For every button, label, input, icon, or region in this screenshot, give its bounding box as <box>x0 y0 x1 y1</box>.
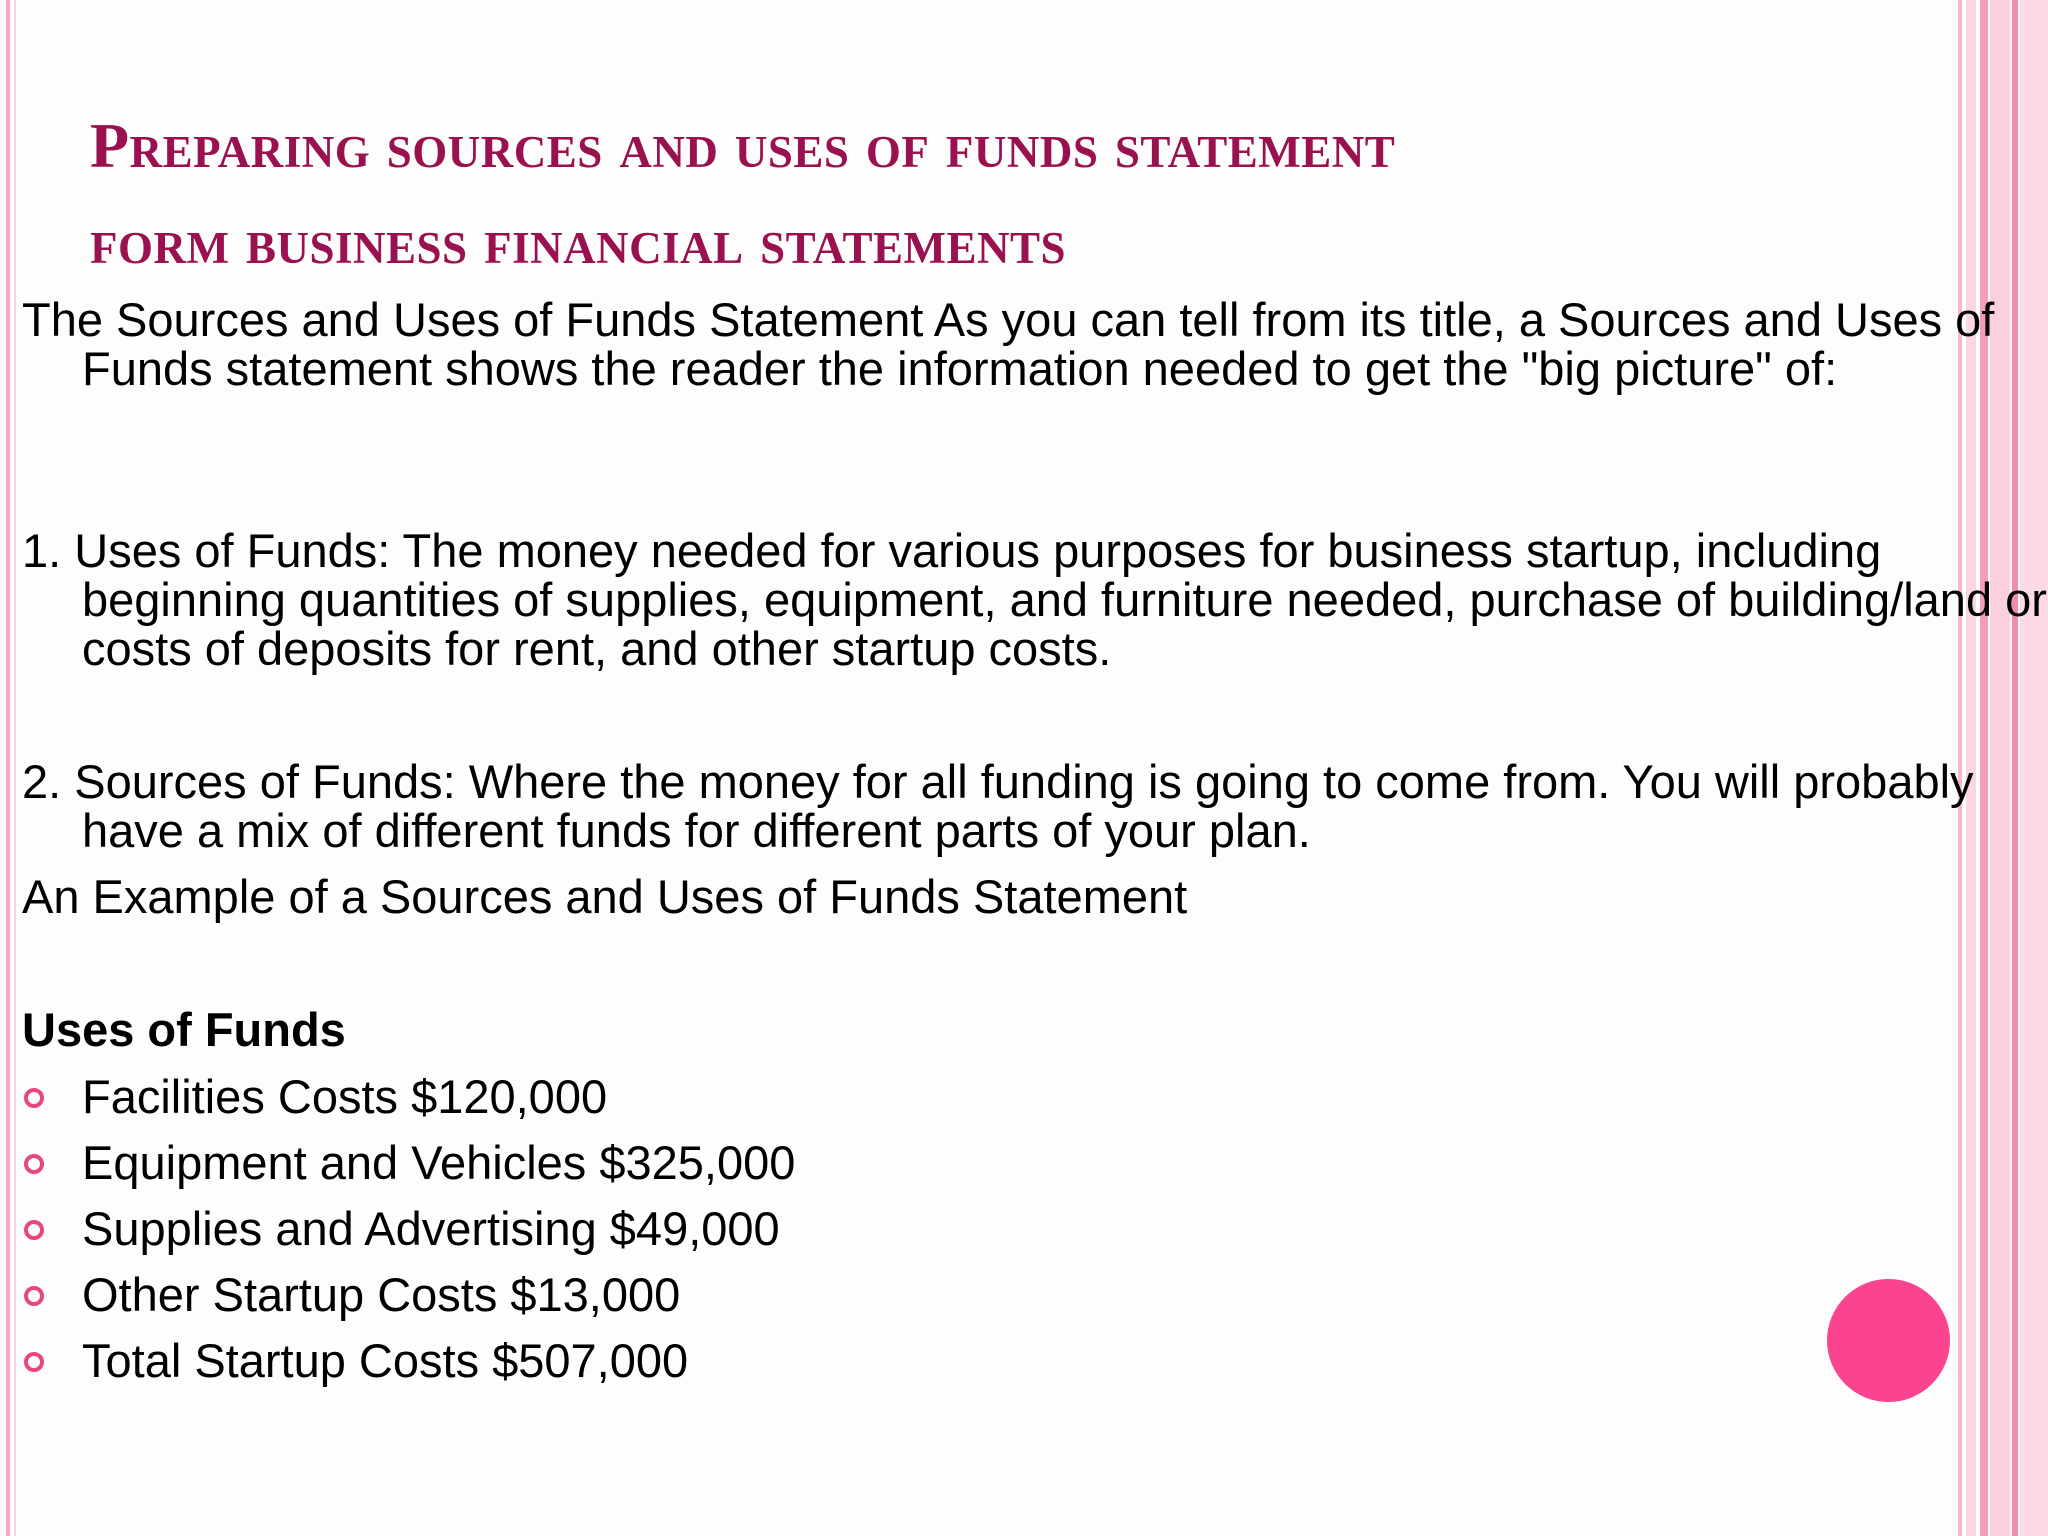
hollow-circle-bullet-icon <box>24 1154 44 1174</box>
left-border-line <box>6 0 10 1536</box>
pink-circle-decoration-icon <box>1827 1279 1950 1402</box>
uses-bullet-list <box>22 1064 795 1394</box>
intro-paragraph: The Sources and Uses of Funds Statement As you can tell from its title, a Sources and Uses of Funds statement shows the reader the information needed to get the "big picture" of: <box>22 293 1995 395</box>
sources-of-funds-paragraph: 2. Sources of Funds: Where the money for all funding is going to come from. You will probably have a mix of different funds for different parts of your plan. <box>22 755 1974 857</box>
uses-of-funds-paragraph: 1. Uses of Funds: The money needed for various purposes for business startup, including beginning quantities of supplies, equipment, and furniture needed, purchase of building/land or costs of deposits for rent, and other startup costs. <box>22 524 2047 675</box>
list-item-text: Equipment and Vehicles $325,000 <box>82 1136 796 1189</box>
list-item <box>22 1328 795 1394</box>
list-item <box>22 1196 795 1262</box>
list-item-text: Supplies and Advertising $49,000 <box>82 1202 780 1255</box>
example-heading: An Example of a Sources and Uses of Funds Statement <box>22 870 1188 923</box>
list-item-text: Other Startup Costs $13,000 <box>82 1268 681 1321</box>
hollow-circle-bullet-icon <box>24 1286 44 1306</box>
hollow-circle-bullet-icon <box>24 1220 44 1240</box>
slide-title-line-2: form business financial statements <box>90 206 1067 277</box>
slide-title-line-1: Preparing sources and uses of funds statement <box>90 110 1396 181</box>
list-item <box>22 1130 795 1196</box>
hollow-circle-bullet-icon <box>24 1088 44 1108</box>
hollow-circle-bullet-icon <box>24 1352 44 1372</box>
list-item-text: Total Startup Costs $507,000 <box>82 1334 689 1387</box>
list-item <box>22 1262 795 1328</box>
list-item-text: Facilities Costs $120,000 <box>82 1070 608 1123</box>
slide-title <box>90 98 1850 290</box>
uses-of-funds-heading: Uses of Funds <box>22 1003 346 1056</box>
left-border-line-inner <box>14 0 16 1536</box>
list-item <box>22 1064 795 1130</box>
